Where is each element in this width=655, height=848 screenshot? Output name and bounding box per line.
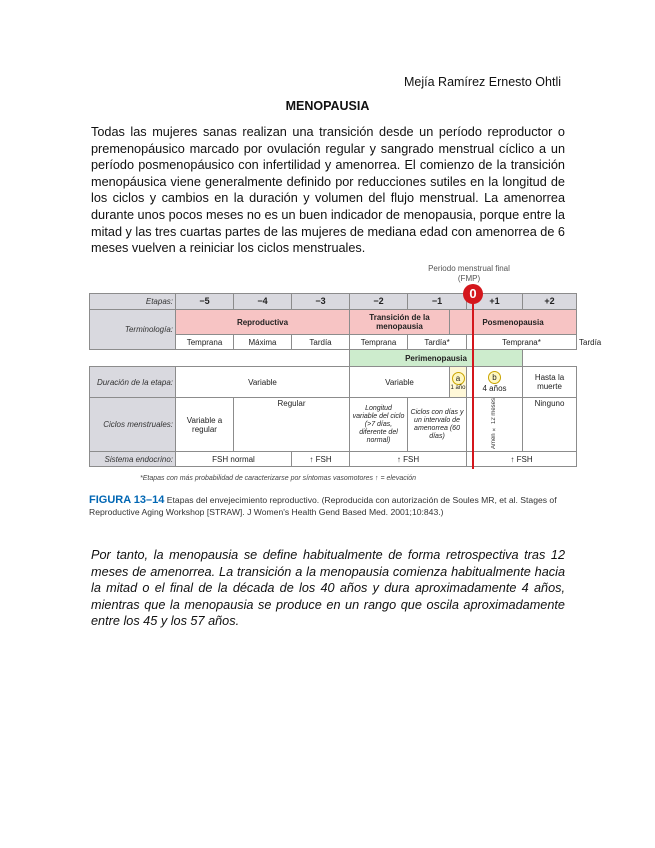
endocrine-fsh-up-3: ↑ FSH bbox=[467, 452, 577, 467]
stages-table bbox=[89, 293, 602, 467]
stages-row bbox=[90, 294, 577, 310]
perimenopausia-bar: Perimenopausia bbox=[350, 350, 523, 367]
subterm-temprana-1: Temprana bbox=[176, 335, 234, 350]
duration-a-cell bbox=[450, 367, 467, 398]
endocrine-fsh-normal: FSH normal bbox=[176, 452, 292, 467]
straw-figure bbox=[89, 286, 602, 467]
row-label-ciclos: Ciclos menstruales: bbox=[90, 398, 176, 452]
stage-minus-3: −3 bbox=[292, 294, 350, 310]
subterm-tardia-2: Tardía* bbox=[408, 335, 467, 350]
row-label-endocrino: Sistema endocrino: bbox=[90, 452, 176, 467]
subterm-tardia-1: Tardía bbox=[292, 335, 350, 350]
cycles-amenorrea: Ciclos con días y un intervalo de amenorrea (60 días) bbox=[408, 398, 467, 452]
row-label-terminologia: Terminología: bbox=[90, 310, 176, 350]
row-label-etapas: Etapas: bbox=[90, 294, 176, 310]
term-transicion: Transición de la menopausia bbox=[350, 310, 450, 335]
subterm-temprana-2: Temprana bbox=[350, 335, 408, 350]
cycles-variable-regular: Variable a regular bbox=[176, 398, 234, 452]
term-reproductiva: Reproductiva bbox=[176, 310, 350, 335]
subterm-maxima: Máxima bbox=[234, 335, 292, 350]
fmp-line bbox=[472, 301, 474, 469]
duration-row bbox=[90, 367, 577, 398]
fmp-zero-marker: 0 bbox=[463, 284, 483, 304]
intro-paragraph: Todas las mujeres sanas realizan una transición desde un período reproductor o premenopáusico marcado por ovulación regular y sangrado menstrual cíclico a un período posmenopáusico con infertilidad y amenorrea. El comienzo de la transición menopáusica viene generalmente definido por reducciones sutiles en la longitud de los ciclos y cambios en la duración y volumen del flujo menstrual. La amenorrea durante unos pocos meses no es un buen indicador de menopausia, porque entre la mitad y las tres cuartas partes de las mujeres de mediana edad con amenorrea de 6 meses vuelven a reiniciar los ciclos menstruales. bbox=[91, 125, 565, 256]
endocrine-row bbox=[90, 452, 577, 467]
subterm-temprana-3: Temprana* bbox=[467, 335, 577, 350]
cycles-row bbox=[90, 398, 577, 452]
figure-footnote: *Etapas con más probabilidad de caracterizarse por síntomas vasomotores ↑ = elevación bbox=[140, 475, 417, 482]
duration-a-text: 1 año bbox=[450, 385, 466, 391]
author-name: Mejía Ramírez Ernesto Ohtli bbox=[404, 75, 561, 89]
figure-caption bbox=[89, 494, 576, 518]
stage-plus-2: +2 bbox=[523, 294, 577, 310]
caption-text: Etapas del envejecimiento reproductivo. (Reproducida con autorización de Soules MR, et al. Stages of Reproductive Aging Workshop [STRAW]. J Women's Health Gend Based Med. 2001;10:843.) bbox=[89, 495, 557, 517]
duration-b-text: 4 años bbox=[482, 384, 507, 393]
term-posmenopausia: Posmenopausia bbox=[450, 310, 577, 335]
duration-b-cell bbox=[467, 367, 523, 398]
terminology-row bbox=[90, 310, 577, 335]
caption-label: FIGURA 13–14 bbox=[89, 494, 165, 506]
cycles-vertical-label: Amen × 12 meses bbox=[491, 398, 498, 450]
cycles-ninguno: Ninguno bbox=[523, 398, 577, 452]
duration-variable-1: Variable bbox=[176, 367, 350, 398]
duration-a-marker: a bbox=[452, 372, 465, 385]
duration-variable-2: Variable bbox=[350, 367, 450, 398]
duration-hasta-muerte: Hasta la muerte bbox=[523, 367, 577, 398]
conclusion-paragraph: Por tanto, la menopausia se define habitualmente de forma retrospectiva tras 12 meses de amenorrea. La transición a la menopausia comienza habitualmente hacia la mitad o el final de la década de los 40 años y dura aproximadamente 4 años, mientras que la menopausia se produce en un rango que oscila aproximadamente entre los 45 y los 57 años. bbox=[91, 548, 565, 629]
cycles-vertical-cell bbox=[467, 398, 523, 452]
stage-minus-2: −2 bbox=[350, 294, 408, 310]
stage-minus-5: −5 bbox=[176, 294, 234, 310]
stage-minus-4: −4 bbox=[234, 294, 292, 310]
cycles-regular: Regular bbox=[234, 398, 350, 452]
document-title: MENOPAUSIA bbox=[285, 99, 370, 113]
duration-b-marker: b bbox=[488, 371, 501, 384]
fmp-label: Periodo menstrual final (FMP) bbox=[428, 264, 510, 283]
stage-minus-1: −1 bbox=[408, 294, 467, 310]
perimenopausia-row bbox=[90, 350, 577, 367]
endocrine-fsh-up-2: ↑ FSH bbox=[350, 452, 467, 467]
stage-plus-1: +1 bbox=[467, 294, 523, 310]
endocrine-fsh-up-1: ↑ FSH bbox=[292, 452, 350, 467]
cycles-longitud-variable: Longitud variable del ciclo (>7 días, diferente del normal) bbox=[350, 398, 408, 452]
subterm-row: Temprana Máxima Tardía Temprana Tardía* Temprana* Tardía bbox=[90, 335, 577, 350]
row-label-duracion: Duración de la etapa: bbox=[90, 367, 176, 398]
